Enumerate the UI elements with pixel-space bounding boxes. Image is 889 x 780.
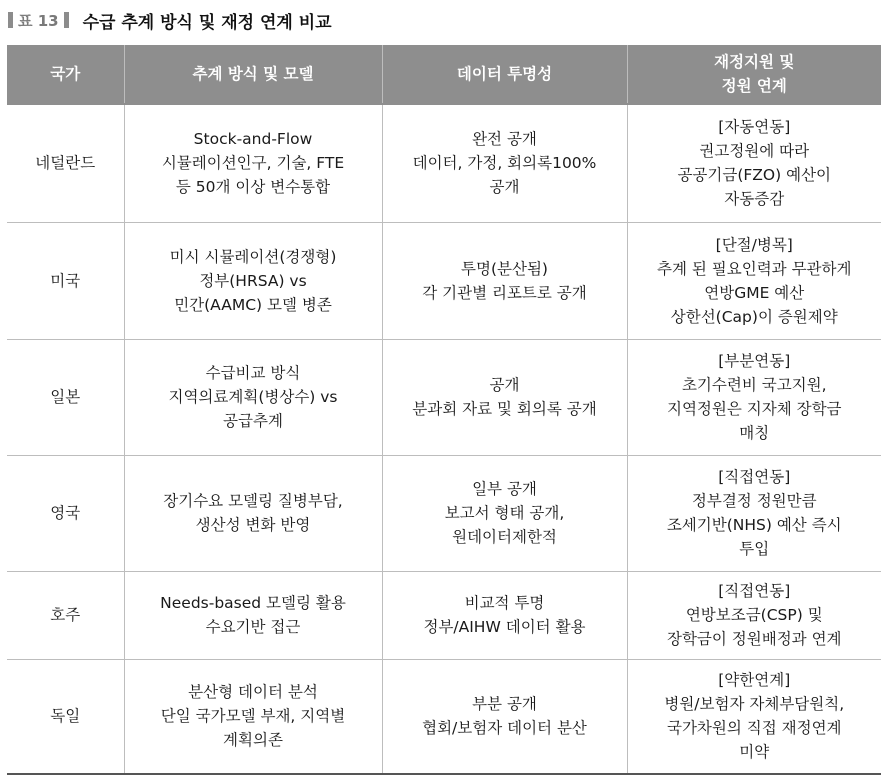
cell-text-line: 각 기관별 리포트로 공개 [422, 283, 587, 302]
cell-text-line: 조세기반(NHS) 예산 즉시 [666, 516, 842, 534]
cell-text-line: 수급비교 방식 [205, 364, 301, 382]
transparency-cell [382, 222, 627, 339]
cell-text-line: [직접연동] [718, 582, 791, 600]
country-cell: 미국 [7, 222, 124, 339]
cell-text-line: 부분 공개 [472, 695, 537, 714]
table-row [7, 571, 881, 659]
cell-text-line: 생산성 변화 반영 [195, 516, 311, 534]
cell-text-line: 단일 국가모델 부재, 지역별 [160, 707, 346, 726]
cell-text-line: 지역정원은 지자체 장학금 [666, 400, 842, 418]
table-title: 수급 추계 방식 및 재정 연계 비교 [82, 12, 332, 33]
cell-text-line: 공개 [489, 376, 520, 394]
cell-text-line: [부분연동] [718, 352, 791, 370]
cell-text-line: 정부결정 정원만큼 [691, 492, 817, 510]
cell-text-line: 연방GME 예산 [704, 283, 805, 302]
header-text-line: 추계 방식 및 모델 [192, 65, 314, 83]
country-cell: 호주 [7, 571, 124, 659]
header-text-line: 정원 연계 [721, 77, 787, 95]
cell-text-line: 비교적 투명 [464, 594, 545, 612]
column-header-finance [627, 45, 881, 104]
caption-bar-left [8, 12, 13, 28]
model-cell [124, 339, 382, 455]
cell-text-line: 자동증감 [724, 190, 785, 209]
cell-text-line: 협회/보험자 데이터 분산 [422, 719, 587, 738]
cell-text-line: 공급추계 [223, 412, 283, 430]
table-row [7, 222, 881, 339]
cell-text-line: 시뮬레이션인구, 기술, FTE [161, 154, 345, 173]
cell-text-line: 일부 공개 [472, 480, 537, 498]
finance-cell [627, 104, 881, 222]
cell-text-line: Needs-based 모델링 활용 [160, 594, 346, 612]
model-cell [124, 659, 382, 774]
model-cell [124, 571, 382, 659]
cell-text-line: 정부(HRSA) vs [199, 271, 307, 290]
table-caption [8, 8, 332, 32]
table-body [7, 104, 881, 774]
cell-text-line: 민간(AAMC) 모델 병존 [174, 295, 332, 314]
header-text-line: 데이터 투명성 [456, 65, 553, 83]
cell-text-line: 연방보조금(CSP) 및 [685, 606, 823, 624]
cell-text-line: 추계 된 필요인력과 무관하게 [657, 259, 852, 278]
table-row [7, 659, 881, 774]
cell-text-line: 초기수련비 국고지원, [681, 376, 827, 394]
transparency-cell [382, 659, 627, 774]
cell-text-line: [직접연동] [718, 468, 791, 486]
model-cell [124, 222, 382, 339]
model-cell [124, 104, 382, 222]
cell-text-line: 상한선(Cap)이 증원제약 [670, 307, 838, 326]
table-header-row [7, 45, 881, 104]
cell-text-line: 등 50개 이상 변수통합 [175, 178, 331, 197]
column-header-country [7, 45, 124, 104]
cell-text-line: 분과회 자료 및 회의록 공개 [412, 400, 597, 418]
cell-text-line: 장기수요 모델링 질병부담, [163, 492, 343, 510]
cell-text-line: [자동연동] [718, 118, 791, 137]
cell-text-line: 완전 공개 [472, 130, 537, 149]
cell-text-line: [단절/병목] [715, 235, 793, 254]
header-text-line: 국가 [50, 65, 81, 83]
transparency-cell [382, 104, 627, 222]
transparency-cell [382, 455, 627, 571]
column-header-model [124, 45, 382, 104]
model-cell [124, 455, 382, 571]
table-row [7, 104, 881, 222]
transparency-cell [382, 339, 627, 455]
finance-cell [627, 659, 881, 774]
table-row [7, 339, 881, 455]
table-row [7, 455, 881, 571]
finance-cell [627, 455, 881, 571]
comparison-table [7, 45, 881, 775]
cell-text-line: 공개 [489, 178, 520, 197]
country-cell: 독일 [7, 659, 124, 774]
country-cell: 영국 [7, 455, 124, 571]
cell-text-line: 보고서 형태 공개, [444, 504, 565, 522]
cell-text-line: 투입 [739, 540, 770, 558]
transparency-cell [382, 571, 627, 659]
header-text-line: 재정지원 및 [714, 53, 795, 71]
finance-cell [627, 222, 881, 339]
cell-text-line: 정부/AIHW 데이터 활용 [423, 618, 586, 636]
cell-text-line: 국가차원의 직접 재정연계 [666, 719, 842, 738]
cell-text-line: 미약 [739, 743, 770, 762]
cell-text-line: 분산형 데이터 분석 [188, 683, 318, 702]
cell-text-line: Stock-and-Flow [193, 130, 313, 149]
cell-text-line: 장학금이 정원배정과 연계 [666, 630, 842, 648]
country-cell: 일본 [7, 339, 124, 455]
cell-text-line: 데이터, 가정, 회의록100% [412, 154, 597, 173]
cell-text-line: 병원/보험자 자체부담원칙, [664, 695, 845, 714]
table-number: 표 13 [18, 11, 59, 30]
cell-text-line: 공공기금(FZO) 예산이 [677, 166, 832, 185]
cell-text-line: 수요기반 접근 [205, 618, 301, 636]
column-header-transparency [382, 45, 627, 104]
finance-cell [627, 571, 881, 659]
cell-text-line: 미시 시뮬레이션(경쟁형) [169, 247, 337, 266]
cell-text-line: 매칭 [739, 424, 770, 442]
cell-text-line: 지역의료계획(병상수) vs [168, 388, 338, 406]
cell-text-line: [약한연계] [718, 671, 791, 690]
finance-cell [627, 339, 881, 455]
cell-text-line: 권고정원에 따라 [699, 142, 810, 161]
cell-text-line: 원데이터제한적 [452, 528, 557, 546]
cell-text-line: 투명(분산됨) [461, 259, 548, 278]
cell-text-line: 계획의존 [223, 731, 283, 750]
caption-bar-right [64, 12, 69, 28]
country-cell: 네덜란드 [7, 104, 124, 222]
